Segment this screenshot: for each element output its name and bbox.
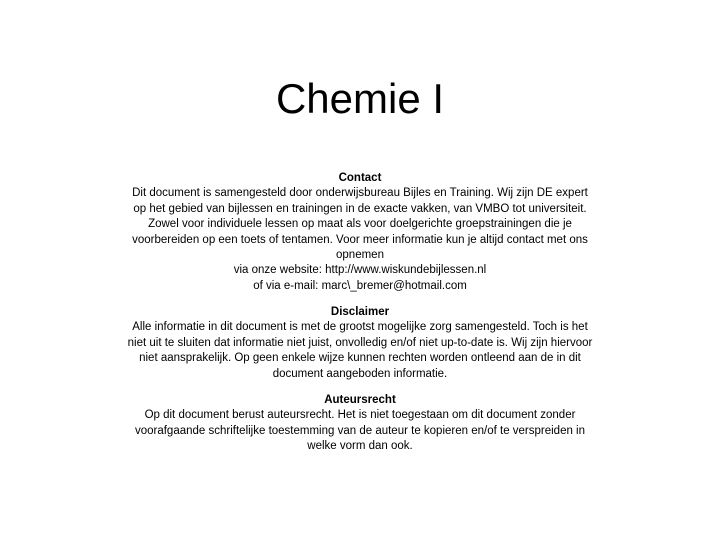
auteursrecht-line: Op dit document berust auteursrecht. Het is niet toegestaan om dit document zonder (144, 409, 576, 422)
auteursrecht-line: voorafgaande schriftelijke toestemming van de auteur te kopieren en/of te verspreiden in (134, 424, 586, 437)
auteursrecht-line: welke vorm dan ook. (307, 440, 413, 453)
contact-line: Dit document is samengesteld door onderwijsbureau Bijles en Training. Wij zijn DE expert (132, 187, 588, 200)
contact-line: op het gebied van bijlessen en trainingen in de exacte vakken, van VMBO tot universiteit. (133, 202, 587, 215)
auteursrecht-section (100, 393, 620, 455)
auteursrecht-heading: Auteursrecht (324, 394, 396, 406)
website-line: via onze website: http://www.wiskundebijlessen.nl (233, 264, 487, 277)
contact-heading: Contact (338, 172, 382, 184)
disclaimer-heading: Disclaimer (330, 306, 390, 318)
contact-line: voorbereiden op een toets of tentamen. Voor meer informatie kun je altijd contact met ons (132, 233, 588, 246)
contact-line: Zowel voor individuele lessen op maat als voor doelgerichte groepstrainingen die je (148, 218, 572, 231)
disclaimer-line: document aangeboden informatie. (272, 367, 448, 380)
email-line: of via e-mail: marc\_bremer@hotmail.com (253, 279, 467, 292)
page-title: Chemie I (275, 75, 445, 122)
disclaimer-section (100, 305, 620, 382)
disclaimer-line: Alle informatie in dit document is met de grootst mogelijke zorg samengesteld. Toch is het (132, 321, 588, 334)
disclaimer-line: niet uit te sluiten dat informatie niet juist, onvolledig en/of niet up-to-date is. Wij zijn hiervoor (127, 336, 593, 349)
contact-line: opnemen (336, 249, 384, 262)
contact-section (100, 171, 620, 294)
disclaimer-line: niet aansprakelijk. Op geen enkele wijze kunnen rechten worden ontleend aan de in dit (139, 352, 581, 365)
